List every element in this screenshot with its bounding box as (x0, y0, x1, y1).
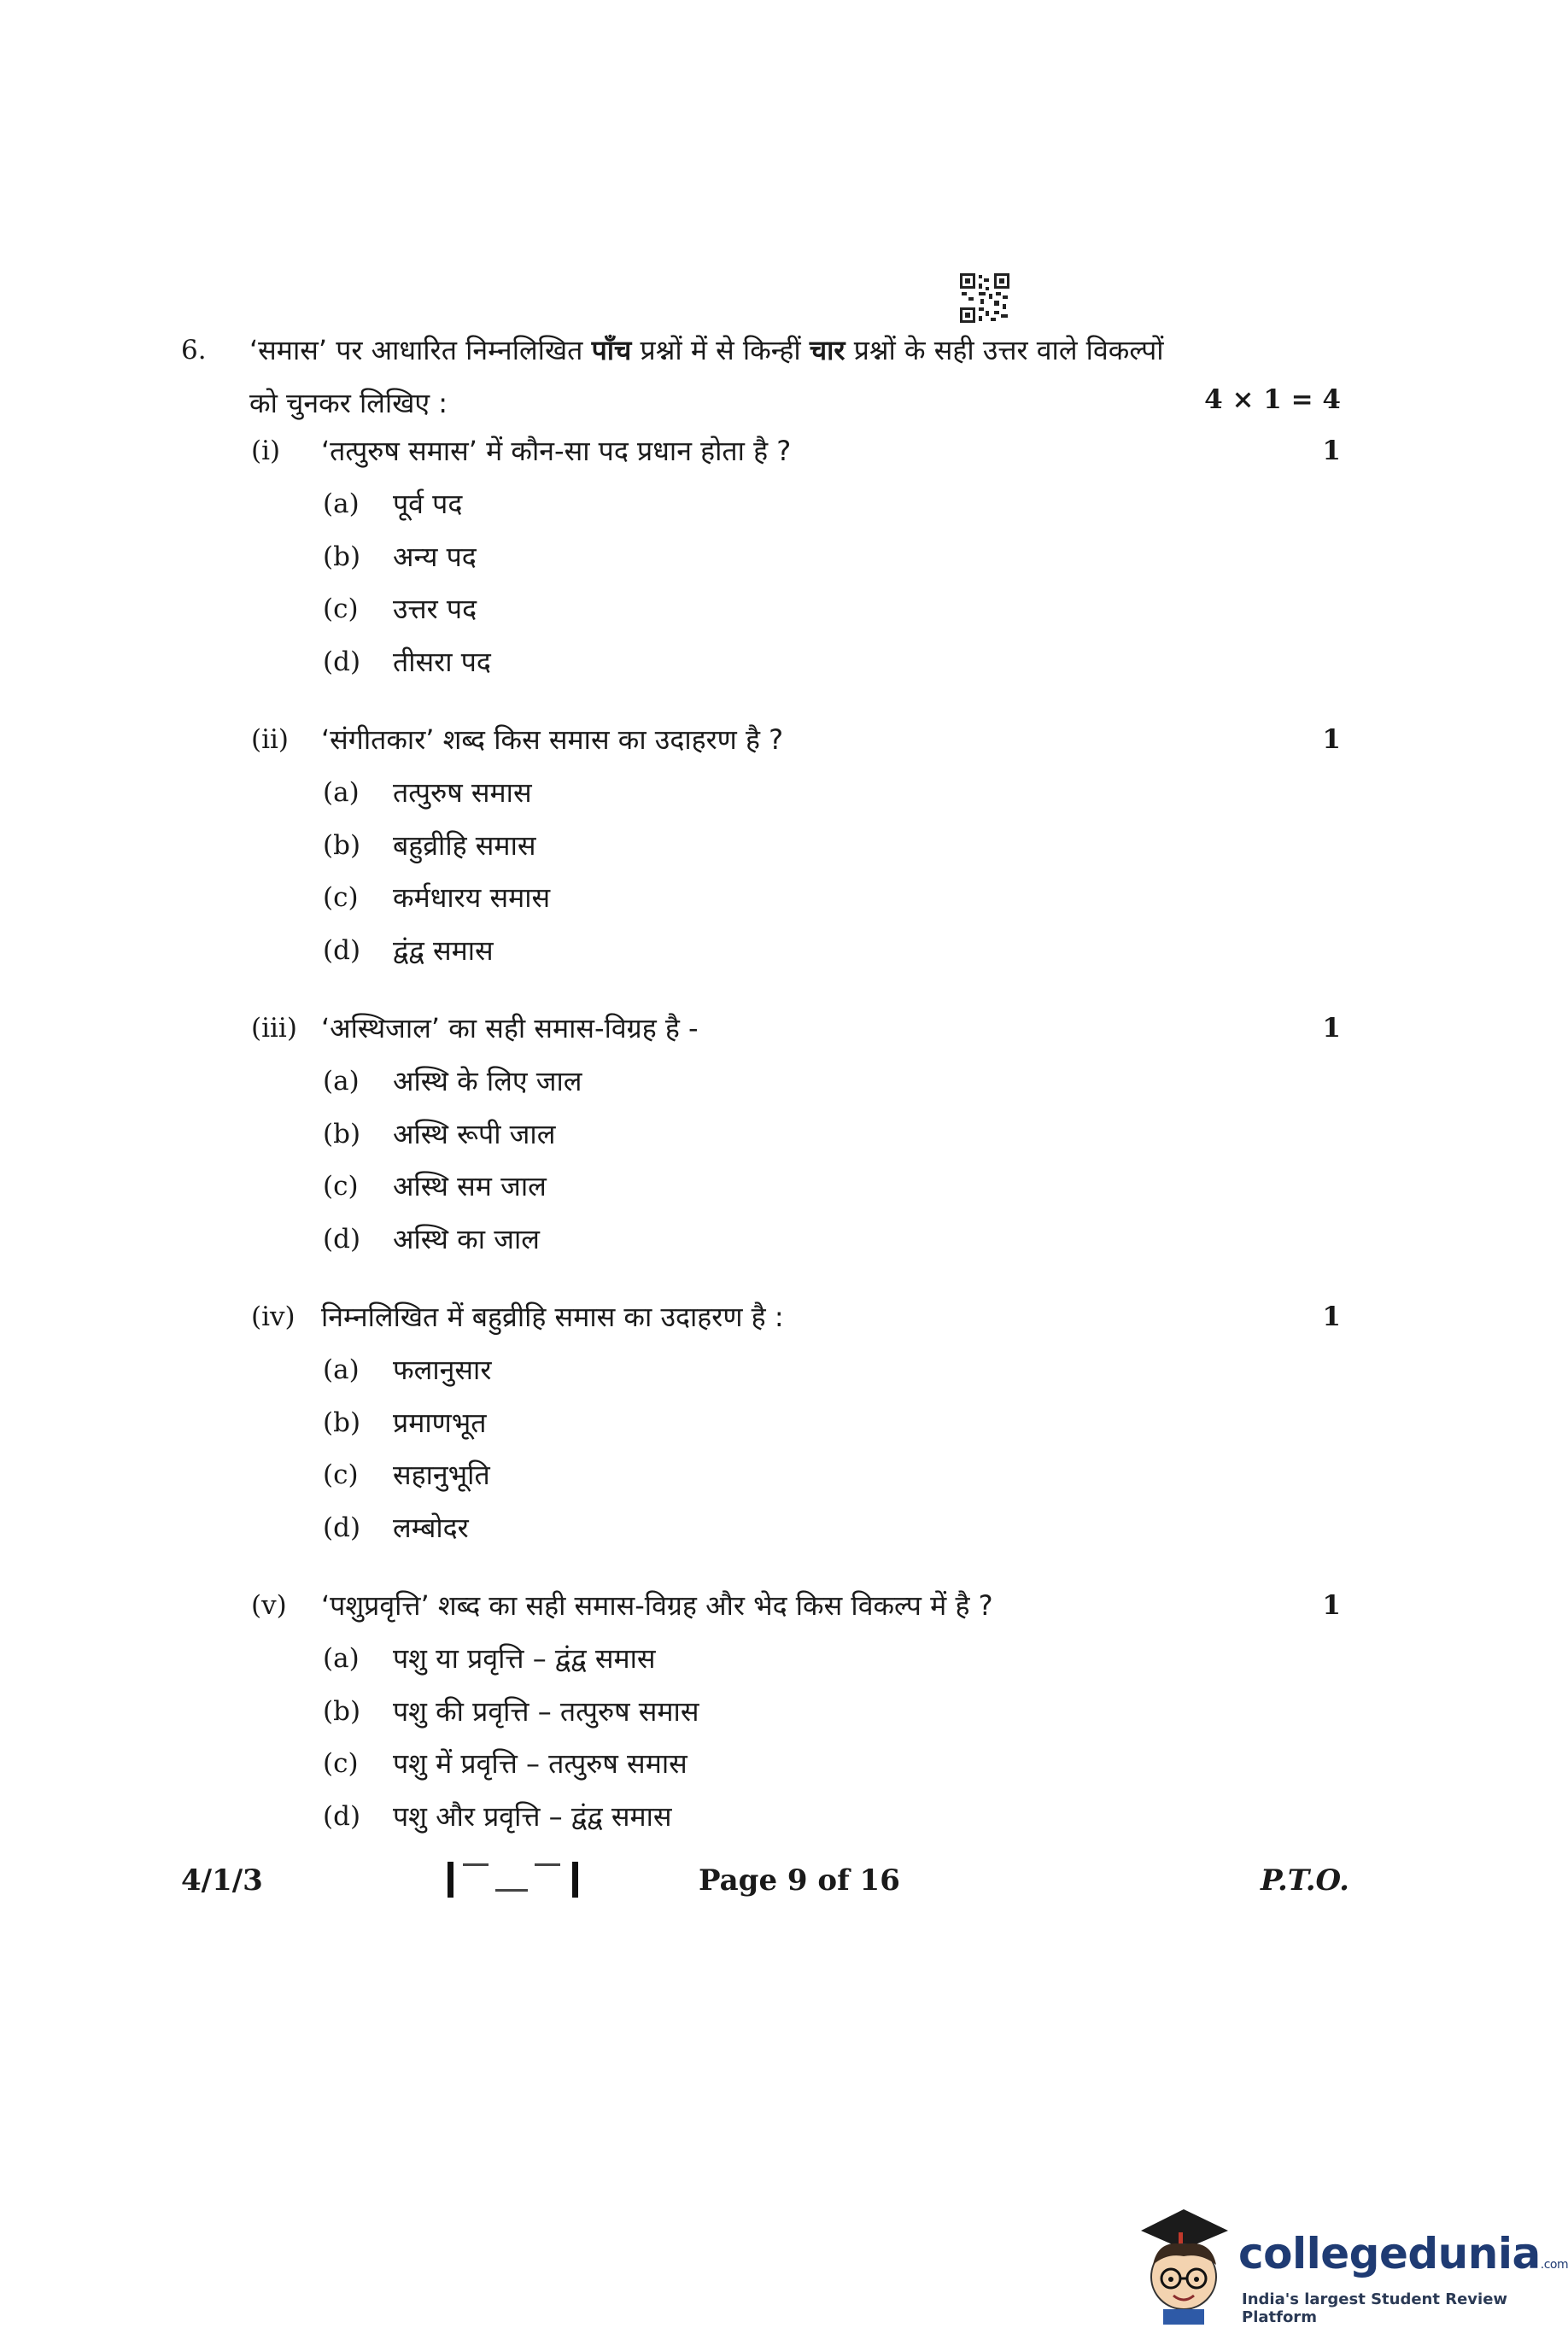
option-label: (b) (323, 541, 361, 572)
option-text: अन्य पद (393, 540, 477, 573)
subquestion-number: (iv) (251, 1301, 295, 1332)
subquestion-marks: 1 (1322, 1301, 1341, 1332)
subquestion-number: (i) (251, 436, 281, 466)
student-mascot-icon (1132, 2205, 1235, 2325)
option-label: (a) (323, 1066, 360, 1097)
subquestion-text: ‘तत्पुरुष समास’ में कौन-सा पद प्रधान होता है ? (321, 435, 792, 467)
option-label: (a) (323, 488, 360, 519)
option-label: (c) (323, 594, 359, 624)
option-label: (d) (323, 646, 361, 677)
paper-code: 4/1/3 (181, 1863, 263, 1898)
option-text: उत्तर पद (393, 593, 477, 625)
intro-bold-five: पाँच (591, 334, 632, 366)
option-text: तीसरा पद (393, 645, 491, 678)
option-text: पशु की प्रवृत्ति – तत्पुरुष समास (393, 1694, 699, 1728)
option-text: फलानुसार (393, 1354, 492, 1386)
option-label: (a) (323, 1643, 360, 1674)
page-number: Page 9 of 16 (699, 1863, 900, 1898)
question-number: 6. (181, 335, 207, 366)
option-text: बहुव्रीहि समास (393, 828, 536, 862)
option-label: (d) (323, 1223, 361, 1255)
subquestion-number: (iii) (251, 1013, 297, 1044)
option-label: (d) (323, 1512, 361, 1543)
option-text: अस्थि सम जाल (393, 1170, 547, 1202)
option-label: (b) (323, 1695, 361, 1727)
barcode-icon (446, 1858, 581, 1901)
watermark-tagline: India's largest Student Review Platform (1242, 2290, 1508, 2326)
subquestion-marks: 1 (1322, 436, 1341, 466)
option-label: (c) (323, 882, 359, 913)
subquestion-text: ‘अस्थिजाल’ का सही समास-विग्रह है - (321, 1012, 699, 1044)
subquestion-number: (ii) (251, 724, 290, 755)
option-text: अस्थि रूपी जाल (393, 1117, 556, 1150)
option-text: अस्थि के लिए जाल (393, 1065, 582, 1097)
option-text: पशु या प्रवृत्ति – द्वंद्व समास (393, 1642, 656, 1675)
option-label: (a) (323, 1354, 360, 1385)
option-label: (b) (323, 829, 361, 861)
intro-prefix: ‘समास’ पर आधारित निम्नलिखित (249, 334, 592, 366)
subquestion-text: ‘पशुप्रवृत्ति’ शब्द का सही समास-विग्रह और भेद किस विकल्प में है ? (321, 1589, 993, 1622)
option-label: (c) (323, 1748, 359, 1779)
pto-label: P.T.O. (1261, 1863, 1349, 1898)
option-label: (a) (323, 777, 360, 808)
subquestion-number: (v) (251, 1590, 287, 1621)
watermark-brand (1238, 2229, 1568, 2278)
subquestion-text: निम्नलिखित में बहुव्रीहि समास का उदाहरण है : (321, 1301, 784, 1333)
watermark-brand-name: collegedunia (1238, 2229, 1541, 2278)
watermark-brand-tld: .com (1540, 2258, 1568, 2272)
option-text: प्रमाणभूत (393, 1406, 487, 1439)
option-text: पशु और प्रवृत्ति – द्वंद्व समास (393, 1799, 672, 1833)
question-total-marks: 4 × 1 = 4 (1204, 384, 1341, 415)
option-text: कर्मधारय समास (393, 881, 551, 914)
subquestion-marks: 1 (1322, 1013, 1341, 1044)
question-intro-line1 (249, 331, 1164, 368)
subquestion-text: ‘संगीतकार’ शब्द किस समास का उदाहरण है ? (321, 723, 784, 756)
option-label: (b) (323, 1407, 361, 1438)
option-text: तत्पुरुष समास (393, 776, 532, 809)
option-text: लम्बोदर (393, 1511, 469, 1544)
option-text: सहानुभूति (393, 1459, 490, 1491)
option-text: अस्थि का जाल (393, 1222, 540, 1255)
option-label: (b) (323, 1118, 361, 1149)
option-text: द्वंद्व समास (393, 933, 494, 967)
option-label: (d) (323, 1800, 361, 1832)
option-text: पशु में प्रवृत्ति – तत्पुरुष समास (393, 1747, 687, 1780)
intro-suffix: प्रश्नों के सही उत्तर वाले विकल्पों (845, 334, 1164, 366)
intro-mid: प्रश्नों में से किन्हीं (631, 334, 810, 366)
subquestion-marks: 1 (1322, 1590, 1341, 1621)
option-label: (c) (323, 1171, 359, 1202)
option-label: (d) (323, 934, 361, 966)
qr-code-icon (960, 273, 1009, 323)
option-text: पूर्व पद (393, 488, 463, 520)
option-label: (c) (323, 1459, 359, 1490)
question-intro-line2: को चुनकर लिखिए : (249, 387, 448, 419)
subquestion-marks: 1 (1322, 724, 1341, 755)
intro-bold-four: चार (809, 334, 845, 366)
